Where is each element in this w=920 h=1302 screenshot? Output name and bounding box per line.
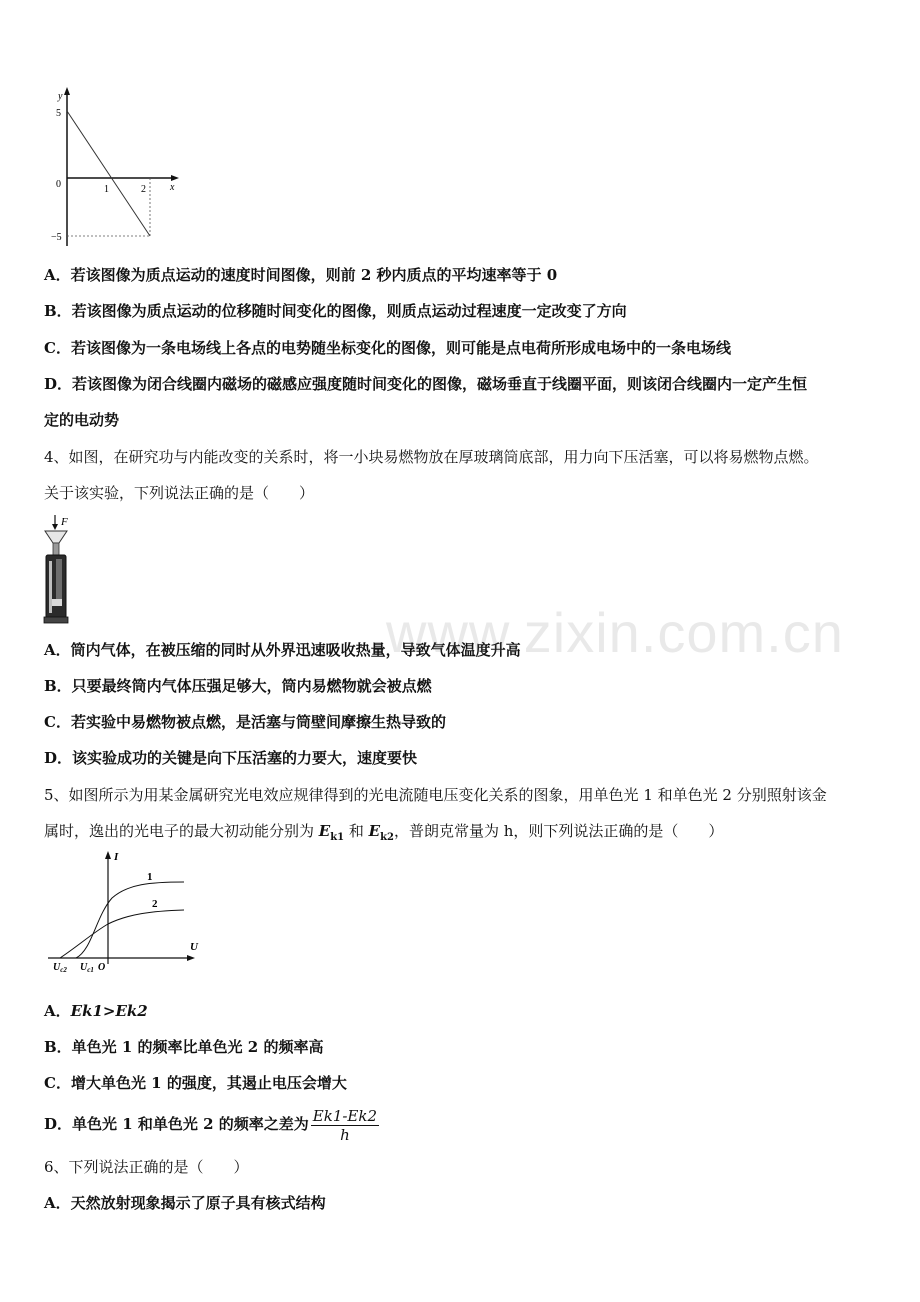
cylinder-base: [44, 617, 68, 623]
uc2-label: $U_{c2}$: [53, 962, 67, 974]
q4-option-b: B．只要最终筒内气体压强足够大，筒内易燃物就会被点燃: [44, 677, 432, 695]
i-axis-label: I: [114, 851, 119, 863]
x-axis-arrow: [171, 175, 179, 181]
watermark: www.zixin.com.cn: [386, 601, 844, 664]
q5-stem-line1: 5、如图所示为用某金属研究光电效应规律得到的光电流随电压变化关系的图象，用单色光 1 和单色光 2 分别照射该金: [44, 786, 827, 804]
q4-stem-line2: 关于该实验，下列说法正确的是（ ）: [44, 484, 315, 502]
u-axis-label: U: [190, 941, 198, 953]
force-label: F: [61, 516, 68, 528]
cylinder-highlight: [49, 561, 52, 613]
q3-option-b: B．若该图像为质点运动的位移随时间变化的图像，则质点运动过程速度一定改变了方向: [44, 302, 627, 320]
ek2-symbol: E: [368, 822, 381, 840]
figure-photoelectric-curve: [40, 846, 210, 976]
tick-x1: 1: [104, 184, 109, 195]
q5-and: 和: [344, 822, 369, 840]
curve-2-label: 2: [152, 898, 158, 910]
ek1-symbol: E: [318, 822, 331, 840]
piston-rod: [53, 543, 59, 555]
q3-option-d-line1: D．若该图像为闭合线圈内磁场的磁感应强度随时间变化的图像，磁场垂直于线圈平面，则该闭合线圈内一定产生恒: [44, 375, 808, 393]
q6-option-a: A．天然放射现象揭示了原子具有核式结构: [44, 1194, 326, 1212]
q4-option-a: A．筒内气体，在被压缩的同时从外界迅速吸收热量，导致气体温度升高: [44, 641, 521, 659]
curve-2: [60, 910, 184, 958]
figure-line-graph: [44, 84, 194, 254]
y-axis-label: y: [58, 91, 63, 102]
q4-option-c: C．若实验中易燃物被点燃，是活塞与筒壁间摩擦生热导致的: [44, 713, 446, 731]
q5-option-b: B．单色光 1 的频率比单色光 2 的频率高: [44, 1038, 324, 1056]
tick-y-top: 5: [56, 108, 61, 119]
i-axis-arrow: [105, 851, 111, 859]
q6-stem: 6、下列说法正确的是（ ）: [44, 1158, 249, 1176]
fraction-numerator: Ek1-Ek2: [312, 1106, 378, 1125]
fraction-denominator: h: [340, 1125, 350, 1144]
tinder: [52, 599, 62, 606]
force-arrowhead: [52, 524, 58, 530]
tick-origin: 0: [56, 179, 61, 190]
q5-option-d-text: D．单色光 1 和单色光 2 的频率之差为: [44, 1115, 309, 1133]
q3-option-d-line2: 定的电动势: [44, 411, 120, 429]
curve-1: [76, 882, 184, 958]
q5-option-a: [44, 1001, 148, 1021]
tick-y-bottom: −5: [51, 232, 62, 243]
cylinder-highlight-2: [56, 559, 62, 599]
q3-option-c: C．若该图像为一条电场线上各点的电势随坐标变化的图像，则可能是点电荷所形成电场中的一条电场线: [44, 339, 731, 357]
x-axis-label: x: [170, 182, 175, 193]
q4-stem-line1: 4、如图，在研究功与内能改变的关系时，将一小块易燃物放在厚玻璃筒底部，用力向下压活塞，可以将易燃物点燃。: [44, 448, 819, 466]
origin-label: O: [98, 962, 106, 973]
q5-stem-pre: 属时，逸出的光电子的最大初动能分别为: [44, 822, 319, 840]
figure-piston-cylinder: [42, 513, 82, 625]
q3-option-a: A．若该图像为质点运动的速度时间图像，则前 2 秒内质点的平均速率等于 0: [44, 266, 558, 284]
u-axis-arrow: [187, 955, 195, 961]
q4-option-d: D．该实验成功的关键是向下压活塞的力要大，速度要快: [44, 749, 418, 767]
tick-x2: 2: [141, 184, 146, 195]
piston-handle: [45, 531, 67, 543]
graph-line: [67, 111, 150, 236]
ek2-sub: k2: [380, 832, 394, 843]
frequency-difference-fraction: [311, 1107, 379, 1144]
q5-option-d: [44, 1104, 379, 1144]
y-axis-arrow: [64, 87, 70, 95]
q5-option-c: C．增大单色光 1 的强度，其遏止电压会增大: [44, 1074, 347, 1092]
q5-option-a-expr: Ek1>Ek2: [70, 1002, 148, 1020]
q5-option-a-letter: A．: [44, 1002, 71, 1020]
q5-stem-post: ，普朗克常量为 h，则下列说法正确的是（ ）: [393, 822, 724, 840]
uc1-label: $U_{c1}$: [80, 962, 94, 974]
ek1-sub: k1: [330, 832, 345, 843]
q5-stem-line2: [44, 821, 723, 848]
curve-1-label: 1: [147, 871, 153, 883]
